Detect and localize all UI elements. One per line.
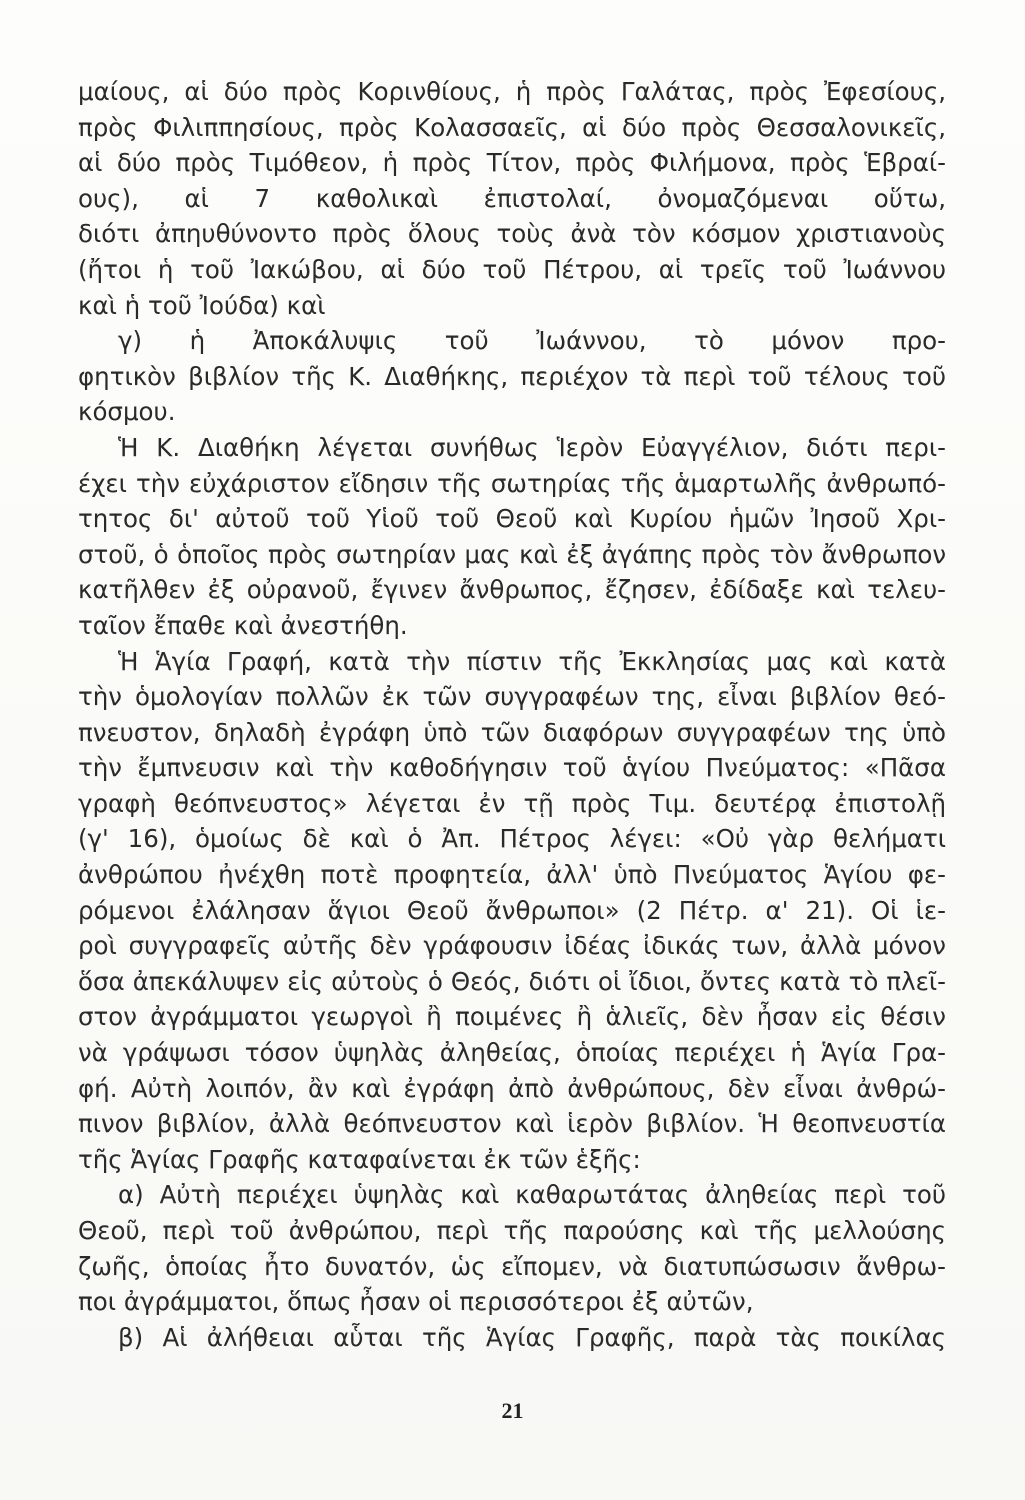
list-item-beta: β) Αἱ ἀλήθειαι αὗται τῆς Ἁγίας Γραφῆς, παρὰ τὰς ποικίλας bbox=[118, 1322, 946, 1352]
text-line: ρόμενοι ἐλάλησαν ἅγιοι Θεοῦ ἄνθρωποι» (2 Πέτρ. α' 21). Οἱ ἱε- bbox=[78, 895, 946, 925]
paragraph-start: Ἡ Κ. Διαθήκη λέγεται συνήθως Ἱερὸν Εὐαγγέλιον, διότι περι- bbox=[118, 432, 946, 462]
text-line: τητος δι' αὐτοῦ τοῦ Υἱοῦ τοῦ Θεοῦ καὶ Κυρίου ἡμῶν Ἰησοῦ Χρι- bbox=[78, 504, 946, 534]
text-line: πνευστον, δηλαδὴ ἐγράφη ὑπὸ τῶν διαφόρων συγγραφέων της ὑπὸ bbox=[78, 717, 946, 747]
body-text bbox=[78, 74, 946, 1355]
text-line: ταῖον ἔπαθε καὶ ἀνεστήθη. bbox=[78, 610, 408, 640]
page-number: 21 bbox=[501, 1398, 524, 1423]
list-item-alpha: α) Αὐτὴ περιέχει ὑψηλὰς καὶ καθαρωτάτας ἀληθείας περὶ τοῦ bbox=[118, 1180, 946, 1210]
text-line: (ἤτοι ἡ τοῦ Ἰακώβου, αἱ δύο τοῦ Πέτρου, αἱ τρεῖς τοῦ Ἰωάννου bbox=[78, 254, 946, 284]
text-line: ους), αἱ 7 καθολικαὶ ἐπιστολαί, ὀνομαζόμεναι οὕτω, bbox=[78, 183, 946, 213]
text-line: αἱ δύο πρὸς Τιμόθεον, ἡ πρὸς Τίτον, πρὸς Φιλήμονα, πρὸς Ἑβραί- bbox=[78, 148, 946, 178]
text-line: τὴν ἔμπνευσιν καὶ τὴν καθοδήγησιν τοῦ ἁγίου Πνεύματος: «Πᾶσα bbox=[78, 753, 946, 783]
text-line: νὰ γράψωσι τόσον ὑψηλὰς ἀληθείας, ὁποίας περιέχει ἡ Ἁγία Γρα- bbox=[78, 1038, 946, 1068]
text-line: ἀνθρώπου ἠνέχθη ποτὲ προφητεία, ἀλλ' ὑπὸ Πνεύματος Ἁγίου φε- bbox=[78, 860, 946, 890]
text-line: ποι ἀγράμματοι, ὅπως ἦσαν οἱ περισσότεροι ἐξ αὐτῶν, bbox=[78, 1287, 754, 1317]
text-line: ὅσα ἀπεκάλυψεν εἰς αὐτοὺς ὁ Θεός, διότι οἱ ἴδιοι, ὄντες κατὰ τὸ πλεῖ- bbox=[78, 966, 946, 996]
text-line: στον ἀγράμματοι γεωργοὶ ἢ ποιμένες ἢ ἁλιεῖς, δὲν ἦσαν εἰς θέσιν bbox=[78, 1002, 946, 1032]
text-line: φή. Αὐτὴ λοιπόν, ἂν καὶ ἐγράφη ἀπὸ ἀνθρώπους, δὲν εἶναι ἀνθρώ- bbox=[78, 1073, 946, 1103]
text-line: ροὶ συγγραφεῖς αὐτῆς δὲν γράφουσιν ἰδέας ἰδικάς των, ἀλλὰ μόνον bbox=[78, 931, 946, 961]
text-line: διότι ἀπηυθύνοντο πρὸς ὅλους τοὺς ἀνὰ τὸν κόσμον χριστιανοὺς bbox=[78, 219, 946, 249]
text-line: γ) ἡ Ἀποκάλυψις τοῦ Ἰωάννου, τὸ μόνον προ- bbox=[118, 326, 946, 356]
text-line: τῆς Ἁγίας Γραφῆς καταφαίνεται ἐκ τῶν ἑξῆς: bbox=[78, 1144, 641, 1174]
paragraph-start: Ἡ Ἁγία Γραφή, κατὰ τὴν πίστιν τῆς Ἐκκλησίας μας καὶ κατὰ bbox=[118, 646, 946, 676]
text-line: γραφὴ θεόπνευστος» λέγεται ἐν τῇ πρὸς Τιμ. δευτέρᾳ ἐπιστολῇ bbox=[78, 788, 946, 818]
text-line: κατῆλθεν ἐξ οὐρανοῦ, ἔγινεν ἄνθρωπος, ἔζησεν, ἐδίδαξε καὶ τελευ- bbox=[78, 575, 946, 605]
text-line: τὴν ὁμολογίαν πολλῶν ἐκ τῶν συγγραφέων της, εἶναι βιβλίον θεό- bbox=[78, 682, 946, 712]
text-line: έχει τὴν εὐχάριστον εἴδησιν τῆς σωτηρίας τῆς ἁμαρτωλῆς ἀνθρωπό- bbox=[78, 468, 946, 498]
text-line: μαίους, αἱ δύο πρὸς Κορινθίους, ἡ πρὸς Γαλάτας, πρὸς Ἐφεσίους, bbox=[78, 77, 946, 106]
text-line: (γ' 16), ὁμοίως δὲ καὶ ὁ Ἀπ. Πέτρος λέγει: «Οὐ γὰρ θελήματι bbox=[78, 824, 946, 854]
text-line: καὶ ἡ τοῦ Ἰούδα) καὶ bbox=[78, 290, 326, 320]
text-line: φητικὸν βιβλίον τῆς Κ. Διαθήκης, περιέχον τὰ περὶ τοῦ τέλους τοῦ bbox=[78, 361, 946, 391]
text-line: πινον βιβλίον, ἀλλὰ θεόπνευστον καὶ ἱερὸν βιβλίον. Ἡ θεοπνευστία bbox=[78, 1109, 946, 1139]
text-line: πρὸς Φιλιππησίους, πρὸς Κολασσαεῖς, αἱ δύο πρὸς Θεσσαλονικεῖς, bbox=[78, 112, 946, 142]
text-line: στοῦ, ὁ ὁποῖος πρὸς σωτηρίαν μας καὶ ἐξ ἀγάπης πρὸς τὸν ἄνθρωπον bbox=[78, 539, 946, 569]
text-line: Θεοῦ, περὶ τοῦ ἀνθρώπου, περὶ τῆς παρούσης καὶ τῆς μελλούσης bbox=[78, 1216, 946, 1245]
text-line: κόσμου. bbox=[78, 397, 176, 427]
text-line: ζωῆς, ὁποίας ἦτο δυνατόν, ὡς εἴπομεν, νὰ διατυπώσωσιν ἄνθρω- bbox=[78, 1251, 946, 1281]
